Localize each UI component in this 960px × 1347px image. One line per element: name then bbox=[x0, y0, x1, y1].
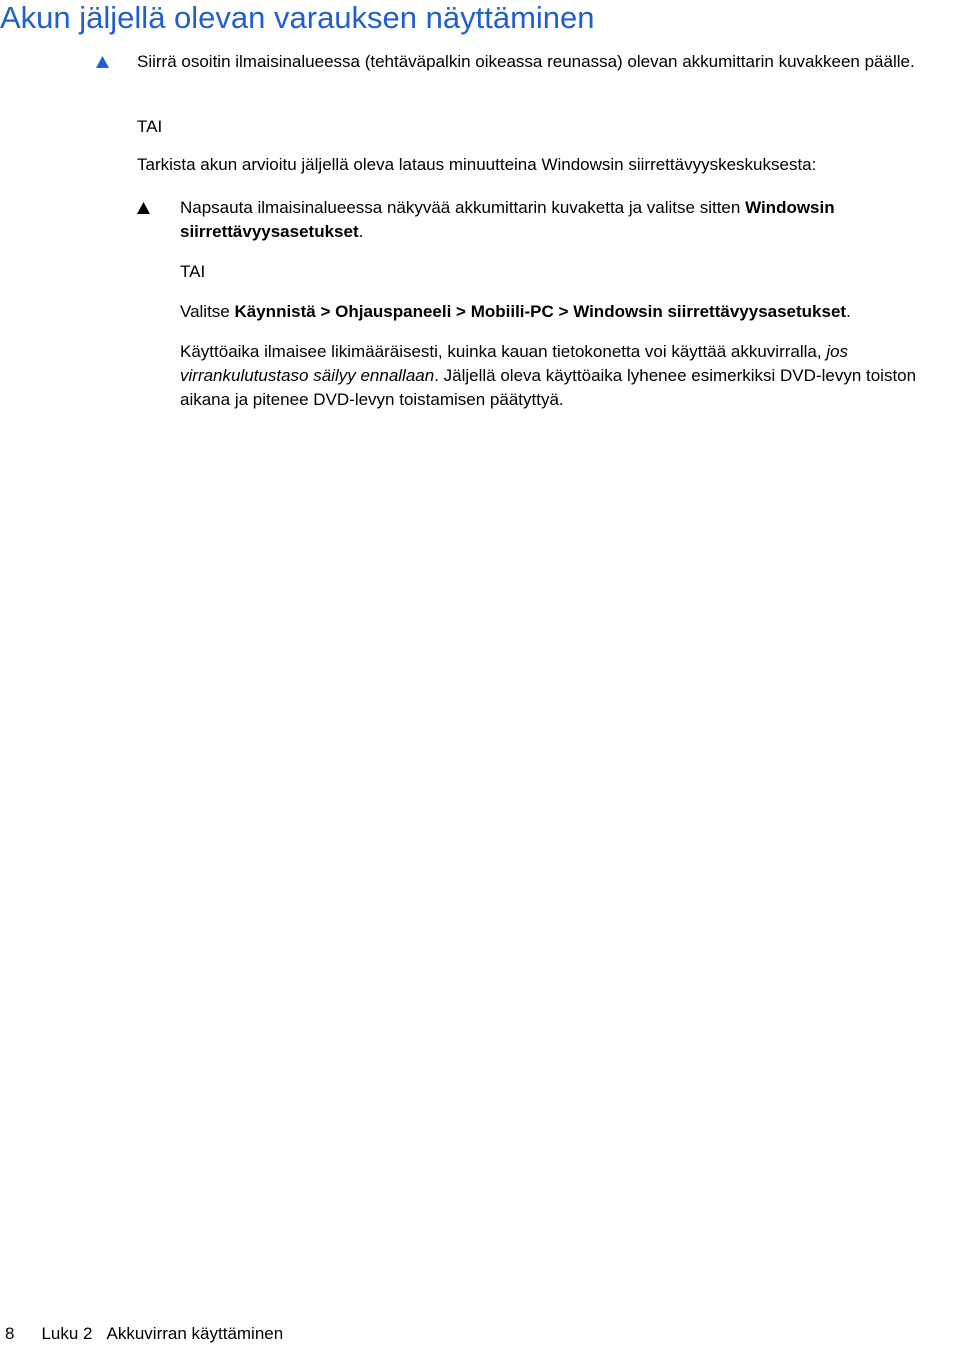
page-footer bbox=[5, 1322, 283, 1346]
runtime-note-rest: . Jäljellä oleva käyttöaika lyhenee esimerkiksi DVD-levyn toiston aikana ja pitenee DVD-levyn toistamisen päätyttyä. bbox=[180, 366, 917, 409]
runtime-note-lead: Käyttöaika ilmaisee likimääräisesti, kuinka kauan tietokonetta voi käyttää akkuvirralla, bbox=[180, 342, 827, 361]
triangle-up-icon bbox=[137, 202, 150, 214]
check-intro: Tarkista akun arvioitu jäljellä oleva lataus minuutteina Windowsin siirrettävyyskeskuksesta: bbox=[137, 155, 817, 174]
path-mobile-pc: Mobiili-PC bbox=[470, 302, 554, 321]
chapter-number: Luku 2 bbox=[41, 1324, 93, 1343]
runtime-note-condition: jos virrankulutustaso säilyy ennallaan bbox=[180, 342, 849, 385]
path-start: Käynnistä bbox=[234, 302, 316, 321]
page-title: Akun jäljellä olevan varauksen näyttäminen bbox=[0, 0, 595, 35]
path-separator: > bbox=[315, 302, 336, 321]
or-label: TAI bbox=[137, 117, 163, 136]
page-number: 8 bbox=[5, 1324, 15, 1343]
menu-path bbox=[180, 300, 851, 324]
mobility-settings-label: Windowsin siirrettävyysasetukset bbox=[180, 198, 835, 241]
step-2-end: . bbox=[358, 222, 364, 241]
runtime-note bbox=[180, 340, 960, 412]
path-end: . bbox=[846, 302, 851, 321]
path-mobility-settings: Windowsin siirrettävyysasetukset bbox=[573, 302, 847, 321]
step-1-text: Siirrä osoitin ilmaisinalueessa (tehtäväpalkin oikeassa reunassa) olevan akkumittarin kuvakkeen päälle. bbox=[137, 52, 915, 71]
path-separator: > bbox=[553, 302, 574, 321]
path-control-panel: Ohjauspaneeli bbox=[335, 302, 452, 321]
step-2-text bbox=[180, 196, 960, 244]
step-2-lead: Napsauta ilmaisinalueessa näkyvää akkumittarin kuvaketta ja valitse sitten bbox=[180, 198, 746, 217]
path-prefix: Valitse bbox=[180, 302, 235, 321]
triangle-up-icon bbox=[96, 56, 109, 68]
or-label: TAI bbox=[180, 262, 206, 281]
chapter-title: Akkuvirran käyttäminen bbox=[106, 1324, 284, 1343]
path-separator: > bbox=[451, 302, 471, 321]
